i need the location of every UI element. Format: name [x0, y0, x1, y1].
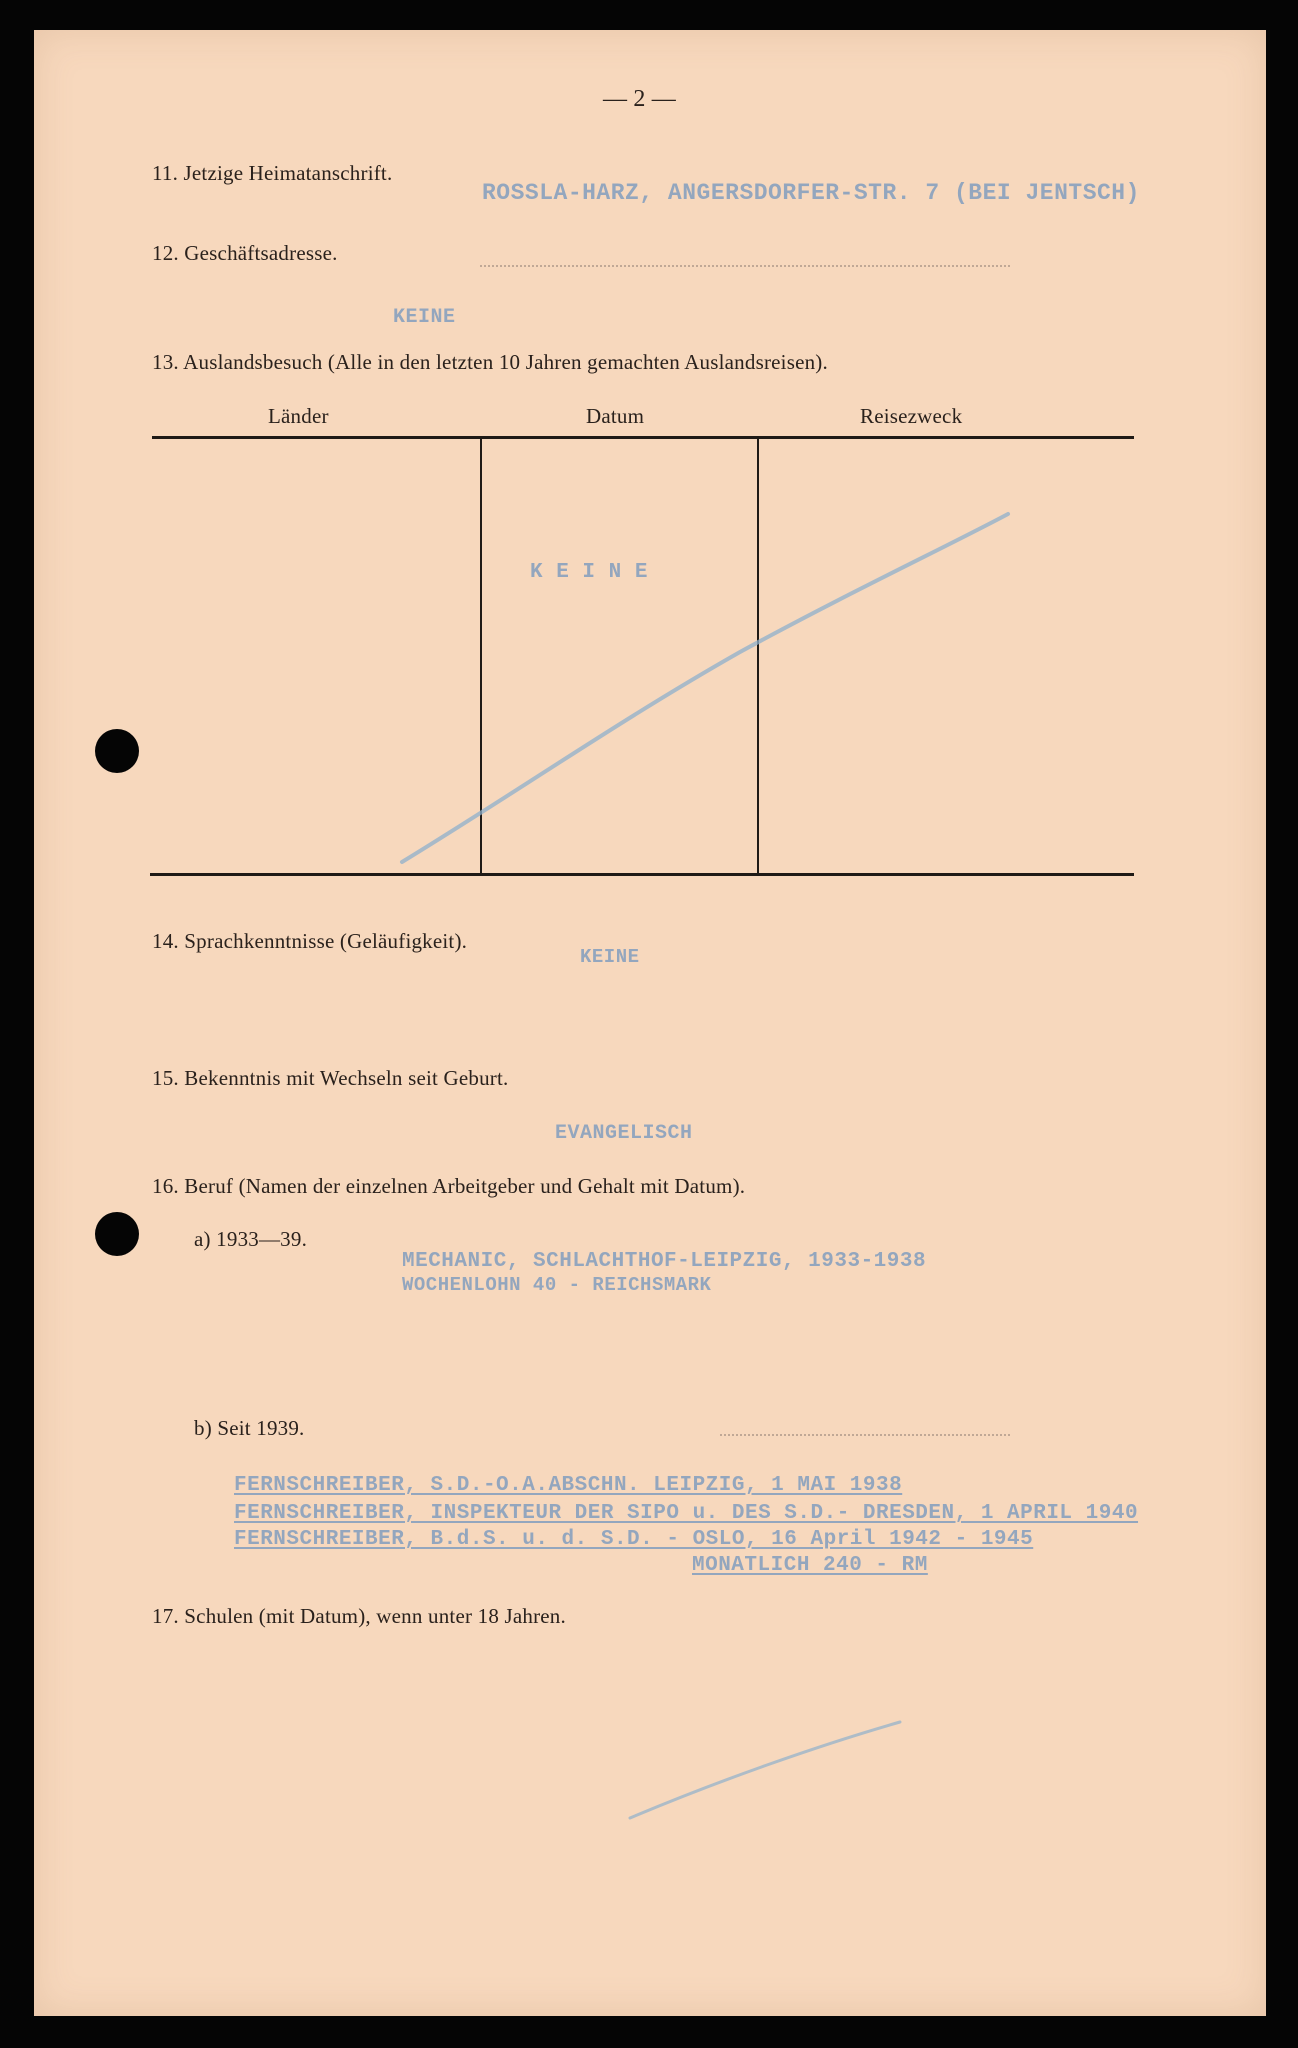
column-header-reisezweck: Reisezweck: [860, 404, 963, 428]
item-16b-answer-line-2: FERNSCHREIBER, INSPEKTEUR DER SIPO u. DES S.D.- DRESDEN, 1 APRIL 1940: [234, 1502, 1139, 1525]
dotted-leader: [480, 265, 1010, 269]
item-14-label: 14. Sprachkenntnisse (Geläufigkeit).: [152, 929, 468, 953]
table-divider-2: [757, 439, 759, 873]
item-13-answer: K E I N E: [530, 561, 648, 584]
column-header-laender: Länder: [268, 404, 329, 428]
item-16b-answer-line-4: MONATLICH 240 - RM: [692, 1554, 928, 1577]
item-12-label: 12. Geschäftsadresse.: [152, 241, 338, 265]
page-number: — 2 —: [603, 86, 676, 112]
item-16a-answer-line-2: WOCHENLOHN 40 - REICHSMARK: [402, 1274, 712, 1296]
item-11-label: 11. Jetzige Heimatanschrift.: [152, 161, 393, 185]
table-top-rule: [152, 436, 1134, 439]
table-bottom-rule: [150, 873, 1134, 876]
punch-hole-bottom: [95, 1212, 139, 1256]
item-16-label: 16. Beruf (Namen der einzelnen Arbeitgeber und Gehalt mit Datum).: [152, 1174, 746, 1198]
item-17-label: 17. Schulen (mit Datum), wenn unter 18 Jahren.: [152, 1604, 566, 1628]
item-16b-label: b) Seit 1939.: [194, 1416, 305, 1440]
document-page: [34, 30, 1266, 2016]
item-16a-label: a) 1933—39.: [194, 1227, 308, 1251]
item-15-label: 15. Bekenntnis mit Wechseln seit Geburt.: [152, 1066, 509, 1090]
item-16a-answer-line-1: MECHANIC, SCHLACHTHOF-LEIPZIG, 1933-1938: [402, 1250, 927, 1273]
item-14-answer: KEINE: [580, 946, 640, 968]
punch-hole-top: [95, 729, 139, 773]
item-12-answer: KEINE: [393, 306, 456, 329]
dotted-leader: [720, 1434, 1010, 1438]
item-13-label: 13. Auslandsbesuch (Alle in den letzten 10 Jahren gemachten Auslandsreisen).: [152, 350, 828, 374]
item-16b-answer-line-3: FERNSCHREIBER, B.d.S. u. d. S.D. - OSLO, 16 April 1942 - 1945: [234, 1528, 1034, 1551]
item-11-answer: ROSSLA-HARZ, ANGERSDORFER-STR. 7 (BEI JENTSCH): [482, 180, 1140, 206]
column-header-datum: Datum: [586, 404, 645, 428]
item-15-answer: EVANGELISCH: [555, 1122, 693, 1145]
item-16b-answer-line-1: FERNSCHREIBER, S.D.-O.A.ABSCHN. LEIPZIG, 1 MAI 1938: [234, 1474, 903, 1497]
table-divider-1: [480, 439, 482, 873]
